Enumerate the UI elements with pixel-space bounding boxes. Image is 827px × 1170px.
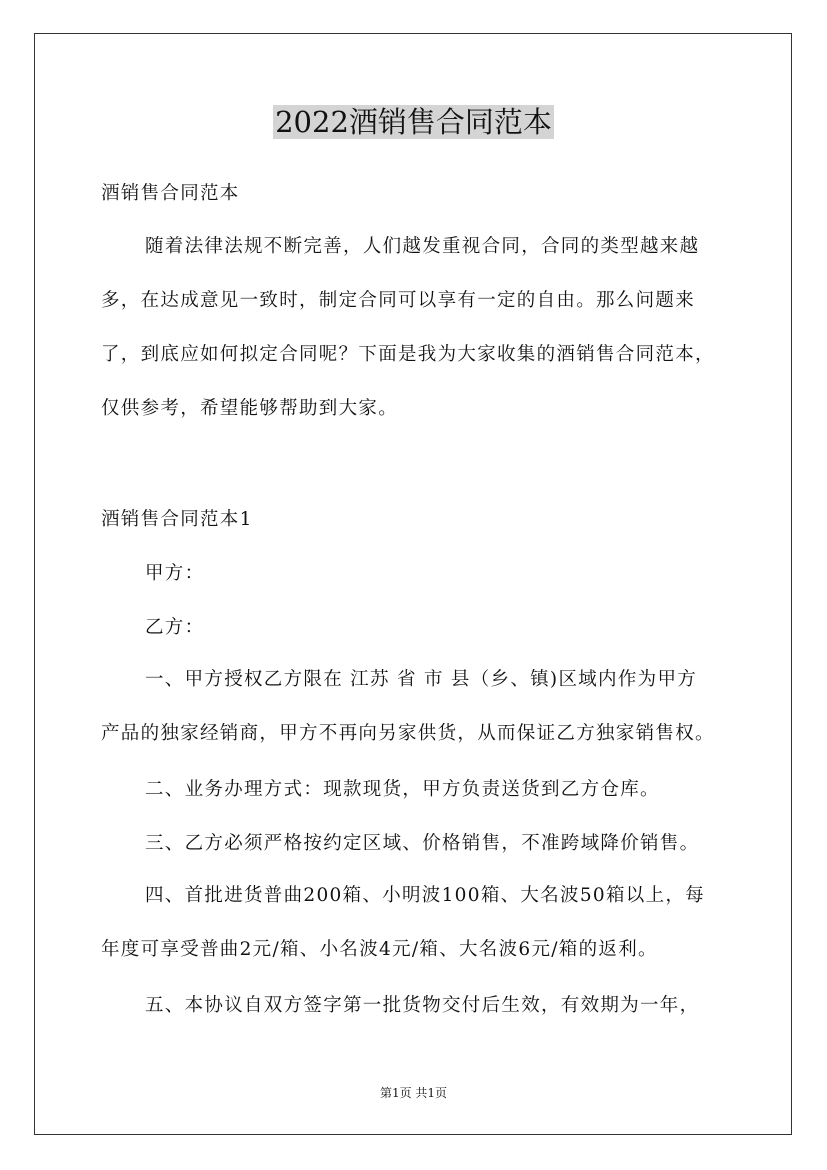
party-b-line: 乙方： [145, 617, 205, 638]
intro-paragraph [101, 220, 741, 436]
intro-line-1: 随着法律法规不断完善，人们越发重视合同，合同的类型越来越 [145, 236, 700, 257]
clause-1 [101, 653, 741, 761]
clause-5: 五、本协议自双方签字第一批货物交付后生效，有效期为一年， [145, 995, 700, 1016]
clause-3: 三、乙方必须严格按约定区域、价格销售，不准跨域降价销售。 [145, 833, 700, 854]
clause-4 [101, 869, 741, 977]
clause-2: 二、业务办理方式：现款现货，甲方负责送货到乙方仓库。 [145, 779, 660, 800]
intro-line-2: 多，在达成意见一致时，制定合同可以享有一定的自由。那么问题来 [101, 290, 696, 311]
intro-line-3: 了，到底应如何拟定合同呢？下面是我为大家收集的酒销售合同范本， [101, 344, 715, 365]
intro-line-4: 仅供参考，希望能够帮助到大家。 [101, 398, 399, 419]
clause-4-line-1: 四、首批进货普曲200箱、小明波100箱、大名波50箱以上，每 [145, 885, 705, 906]
clause-1-line-2: 产品的独家经销商，甲方不再向另家供货，从而保证乙方独家销售权。 [101, 723, 715, 744]
clause-4-line-2: 年度可享受普曲2元/箱、小名波4元/箱、大名波6元/箱的返利。 [101, 939, 658, 960]
heading-contract-template: 酒销售合同范本 [101, 183, 240, 204]
party-a-line: 甲方： [145, 563, 205, 584]
heading-contract-1: 酒销售合同范本1 [101, 509, 253, 530]
page-number-footer: 第1页 共1页 [379, 1086, 448, 1100]
document-title: 2022酒销售合同范本 [275, 105, 552, 139]
clause-1-line-1: 一、甲方授权乙方限在 江苏 省 市 县（乡、镇)区域内作为甲方 [145, 669, 698, 690]
